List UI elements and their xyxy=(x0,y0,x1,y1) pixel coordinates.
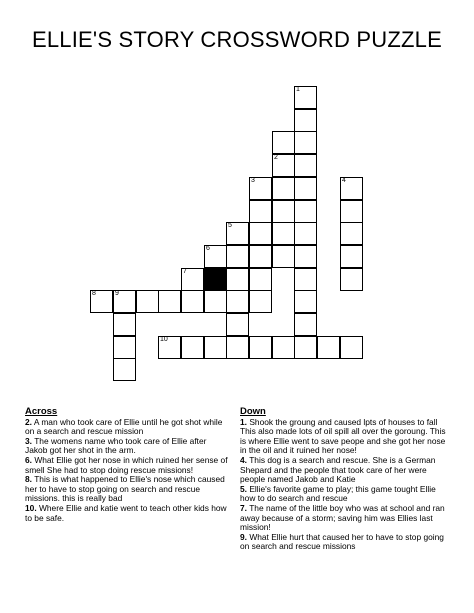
down-clue xyxy=(240,456,446,485)
grid-cell[interactable] xyxy=(113,313,136,336)
across-clue xyxy=(25,504,231,523)
clue-number: 2 xyxy=(274,154,278,161)
across-clues xyxy=(25,407,231,523)
clue-number-label: 2. xyxy=(25,416,32,427)
grid-cell[interactable] xyxy=(181,290,204,313)
clue-number: 6 xyxy=(206,245,210,252)
clue-text: A man who took care of Ellie until he got shot while on a search and rescue mission xyxy=(25,416,223,437)
clue-number: 7 xyxy=(183,268,187,275)
clue-text: This dog is a search and rescue. She is a German Shepard and the people that took care of her were people named Jakob and Katie xyxy=(240,454,436,485)
clue-number-label: 1. xyxy=(240,416,247,427)
grid-cell[interactable] xyxy=(249,290,272,313)
down-clues xyxy=(240,407,446,583)
clue-text: Shook the groung and caused lpts of houses to fall This also made lots of oil spill all over the goroung. This is where Ellie went to save peope and she got her nose in the oil and it ruined her nose! xyxy=(240,416,446,456)
grid-cell[interactable] xyxy=(294,131,317,154)
grid-cell[interactable] xyxy=(249,245,272,268)
grid-cell[interactable] xyxy=(294,154,317,177)
puzzle-title: ELLIE'S STORY CROSSWORD PUZZLE xyxy=(32,27,442,52)
grid-cell[interactable] xyxy=(113,336,136,359)
grid-cell[interactable] xyxy=(272,154,295,177)
clue-number: 1 xyxy=(296,86,300,93)
clue-number-label: 4. xyxy=(240,454,247,465)
clue-number-label: 7. xyxy=(240,502,247,513)
clue-number-label: 6. xyxy=(25,454,32,465)
grid-cell[interactable] xyxy=(294,200,317,223)
clue-text: Where Ellie and katie went to teach other kids how to be safe. xyxy=(25,502,227,523)
grid-cell[interactable] xyxy=(294,313,317,336)
clue-number-label: 10. xyxy=(25,502,37,513)
clue-number: 10 xyxy=(160,336,168,343)
grid-cell[interactable] xyxy=(249,177,272,200)
grid-cell[interactable] xyxy=(294,268,317,291)
grid-cell[interactable] xyxy=(181,336,204,359)
grid-cell[interactable] xyxy=(294,177,317,200)
clue-number: 9 xyxy=(115,290,119,297)
clue-text: What Ellie got her nose in which ruined her sense of smell She had to stop doing rescue missions! xyxy=(25,454,228,475)
grid-cell[interactable] xyxy=(113,358,136,381)
grid-cell[interactable] xyxy=(249,200,272,223)
down-clue xyxy=(240,418,446,456)
grid-cell[interactable] xyxy=(226,245,249,268)
grid-cell[interactable] xyxy=(294,222,317,245)
grid-cell[interactable] xyxy=(249,268,272,291)
grid-cell[interactable] xyxy=(158,290,181,313)
grid-cell[interactable] xyxy=(272,245,295,268)
grid-cell[interactable] xyxy=(272,131,295,154)
grid-cell[interactable] xyxy=(249,336,272,359)
clue-number-label: 8. xyxy=(25,474,32,485)
grid-cell[interactable] xyxy=(136,290,159,313)
grid-cell[interactable] xyxy=(294,336,317,359)
grid-cell[interactable] xyxy=(113,290,136,313)
clue-text: The name of the little boy who was at school and ran away because of a storm; saving him was Ellies last mission! xyxy=(240,502,445,533)
grid-cell[interactable] xyxy=(226,290,249,313)
grid-cell[interactable] xyxy=(340,177,363,200)
grid-cell[interactable] xyxy=(294,109,317,132)
grid-cell[interactable] xyxy=(294,86,317,109)
grid-cell[interactable] xyxy=(340,200,363,223)
grid-cell[interactable] xyxy=(226,268,249,291)
clue-number: 8 xyxy=(92,290,96,297)
grid-cell[interactable] xyxy=(272,222,295,245)
clue-text: Ellie's favorite game to play; this game tought Ellie how to do search and rescue xyxy=(240,483,436,504)
across-heading: Across xyxy=(25,406,58,417)
grid-cell[interactable] xyxy=(340,222,363,245)
grid-cell[interactable] xyxy=(294,245,317,268)
clue-text: This is what happened to Ellie's nose which caused her to have to stop going on search and rescue missions. this is really bad xyxy=(25,474,225,504)
grid-cell[interactable] xyxy=(272,336,295,359)
grid-cell[interactable] xyxy=(181,268,204,291)
grid-cell[interactable] xyxy=(158,336,181,359)
clue-number-label: 3. xyxy=(25,435,32,446)
grid-cell[interactable] xyxy=(226,336,249,359)
down-clue xyxy=(240,533,446,552)
clue-number: 3 xyxy=(251,177,255,184)
down-clue xyxy=(240,504,446,533)
grid-cell[interactable] xyxy=(317,336,340,359)
grid-cell[interactable] xyxy=(226,222,249,245)
grid-cell[interactable] xyxy=(204,245,227,268)
grid-cell[interactable] xyxy=(340,245,363,268)
clue-number-label: 9. xyxy=(240,531,247,542)
across-clue xyxy=(25,418,231,437)
black-cell xyxy=(204,268,227,291)
grid-cell[interactable] xyxy=(272,200,295,223)
down-clue xyxy=(240,485,446,504)
grid-cell[interactable] xyxy=(90,290,113,313)
across-clue xyxy=(25,437,231,456)
clue-number-label: 5. xyxy=(240,483,247,494)
clue-number: 4 xyxy=(342,177,346,184)
grid-cell[interactable] xyxy=(204,290,227,313)
clue-text: The womens name who took care of Ellie after Jakob got her shot in the arm. xyxy=(25,435,207,456)
across-clue xyxy=(25,475,231,504)
grid-cell[interactable] xyxy=(272,177,295,200)
grid-cell[interactable] xyxy=(226,313,249,336)
grid-cell[interactable] xyxy=(204,336,227,359)
grid-cell[interactable] xyxy=(294,290,317,313)
grid-cell[interactable] xyxy=(249,222,272,245)
clue-number: 5 xyxy=(228,222,232,229)
grid-cell[interactable] xyxy=(340,336,363,359)
across-clue xyxy=(25,456,231,475)
clue-text: What Ellie hurt that caused her to have to stop going on search and rescue missions xyxy=(240,531,444,552)
grid-cell[interactable] xyxy=(340,268,363,291)
down-heading: Down xyxy=(240,407,266,417)
